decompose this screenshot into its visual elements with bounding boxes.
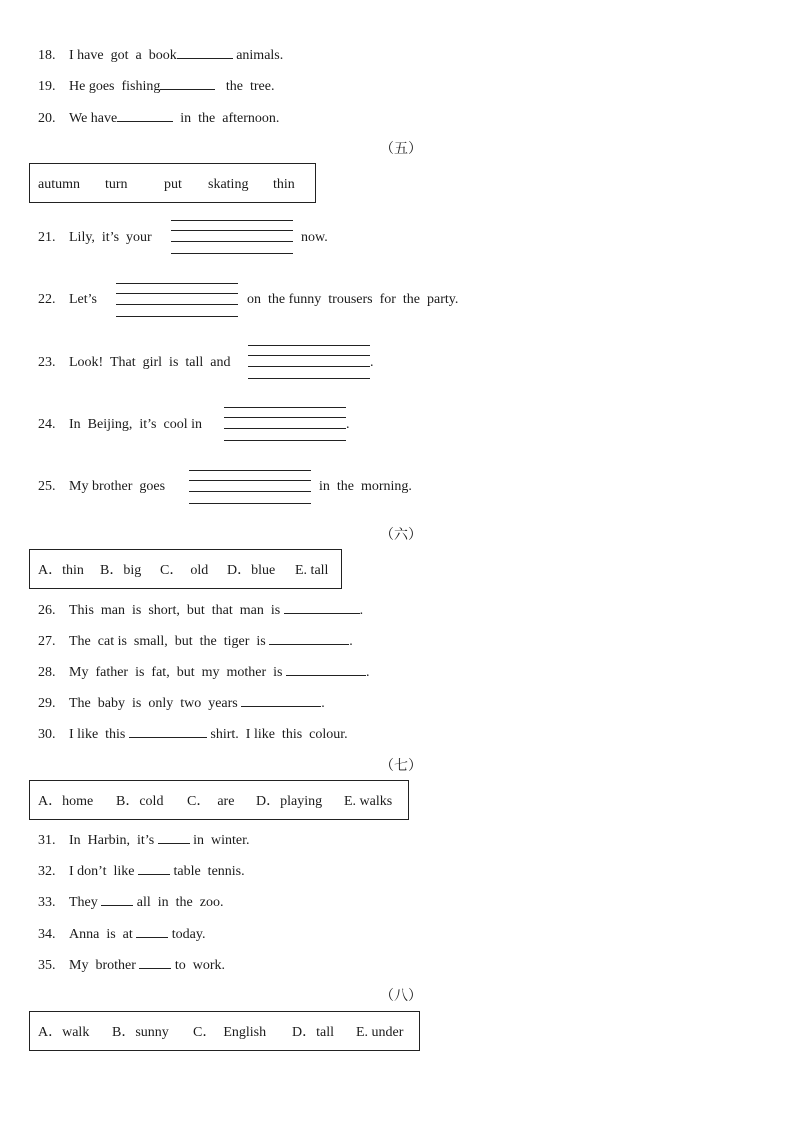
question-31 bbox=[38, 830, 250, 850]
question-number: 33. bbox=[38, 895, 56, 910]
question-number: 30. bbox=[38, 727, 56, 742]
question-text: My father is fat, but my mother is bbox=[69, 665, 283, 680]
word-option: A．walk bbox=[38, 1025, 90, 1040]
answer-blank[interactable] bbox=[241, 693, 321, 707]
question-text: In Beijing, it’s cool in bbox=[69, 417, 202, 432]
word-option: autumn bbox=[38, 177, 80, 192]
question-number: 18. bbox=[38, 48, 56, 63]
word-option: A．home bbox=[38, 794, 94, 809]
word-option: turn bbox=[105, 177, 128, 192]
answer-blank[interactable] bbox=[269, 631, 349, 645]
question-text: in the afternoon. bbox=[180, 111, 280, 126]
question-number: 24. bbox=[38, 417, 56, 432]
question-text: I don’t like bbox=[69, 864, 135, 879]
question-text: My brother goes bbox=[69, 479, 166, 494]
question-text: now. bbox=[301, 230, 328, 245]
question-text: . bbox=[359, 603, 364, 618]
question-text: He goes fishing bbox=[69, 79, 161, 94]
answer-blank[interactable] bbox=[117, 108, 173, 122]
word-option: C． are bbox=[187, 794, 235, 809]
question-text: the tree. bbox=[225, 79, 275, 94]
answer-blank[interactable] bbox=[138, 861, 170, 875]
word-bank-6 bbox=[29, 549, 342, 589]
word-option: B．big bbox=[100, 563, 142, 578]
question-text: . bbox=[321, 696, 325, 711]
question-text: . bbox=[346, 417, 350, 432]
question-text: This man is short, but that man is bbox=[69, 603, 281, 618]
question-text: shirt. I like this colour. bbox=[210, 727, 348, 742]
section-heading-6: （六） bbox=[380, 528, 422, 543]
word-bank-5 bbox=[29, 163, 316, 203]
word-option: put bbox=[164, 177, 182, 192]
answer-blank[interactable] bbox=[286, 662, 366, 676]
question-text: in winter. bbox=[193, 833, 250, 848]
question-number: 26. bbox=[38, 603, 56, 618]
question-21 bbox=[38, 229, 152, 247]
question-number: 23. bbox=[38, 355, 56, 370]
question-25 bbox=[38, 478, 165, 496]
word-option: E. tall bbox=[295, 563, 329, 578]
question-number: 22. bbox=[38, 292, 56, 307]
word-option: E. under bbox=[356, 1025, 404, 1040]
question-text: I have got a book bbox=[69, 48, 177, 63]
word-option: thin bbox=[273, 177, 295, 192]
answer-blank[interactable] bbox=[139, 955, 171, 969]
question-number: 19. bbox=[38, 79, 56, 94]
question-20 bbox=[38, 108, 279, 128]
question-23 bbox=[38, 354, 231, 372]
question-number: 35. bbox=[38, 958, 56, 973]
word-option: B．sunny bbox=[112, 1025, 169, 1040]
question-number: 28. bbox=[38, 665, 56, 680]
word-option: D．blue bbox=[227, 563, 276, 578]
question-text: on the funny trousers for the party. bbox=[247, 292, 459, 307]
word-option: D．tall bbox=[292, 1025, 334, 1040]
question-number: 31. bbox=[38, 833, 56, 848]
word-option: E. walks bbox=[344, 794, 393, 809]
question-text: in the morning. bbox=[319, 479, 412, 494]
question-18 bbox=[38, 45, 283, 65]
question-text: They bbox=[69, 895, 98, 910]
answer-blank[interactable] bbox=[158, 830, 190, 844]
answer-blank[interactable] bbox=[136, 924, 168, 938]
answer-blank[interactable] bbox=[177, 45, 233, 59]
section-heading-7: （七） bbox=[380, 759, 422, 774]
word-option: C． English bbox=[193, 1025, 267, 1040]
answer-blank[interactable] bbox=[160, 76, 215, 90]
question-number: 21. bbox=[38, 230, 56, 245]
question-text: In Harbin, it’s bbox=[69, 833, 155, 848]
question-number: 32. bbox=[38, 864, 56, 879]
question-28 bbox=[38, 662, 369, 682]
answer-blank[interactable] bbox=[101, 892, 133, 906]
word-option: B．cold bbox=[116, 794, 164, 809]
question-number: 27. bbox=[38, 634, 56, 649]
answer-blank[interactable] bbox=[129, 724, 207, 738]
question-text: My brother bbox=[69, 958, 136, 973]
word-bank-7 bbox=[29, 780, 409, 820]
question-text: all in the zoo. bbox=[136, 895, 224, 910]
question-text: The baby is only two years bbox=[69, 696, 238, 711]
question-text: Anna is at bbox=[69, 927, 133, 942]
question-text: I like this bbox=[69, 727, 126, 742]
question-19 bbox=[38, 76, 274, 96]
question-29 bbox=[38, 693, 325, 713]
question-33 bbox=[38, 892, 223, 912]
word-option: C． old bbox=[160, 563, 209, 578]
question-text: . bbox=[365, 665, 370, 680]
question-number: 29. bbox=[38, 696, 56, 711]
question-text: We have bbox=[69, 111, 118, 126]
question-text: . bbox=[349, 634, 353, 649]
word-option: skating bbox=[208, 177, 249, 192]
question-text: animals. bbox=[236, 48, 284, 63]
question-text: Let’s bbox=[69, 292, 97, 307]
question-35 bbox=[38, 955, 225, 975]
question-22 bbox=[38, 291, 97, 309]
section-heading-5: （五） bbox=[380, 142, 422, 157]
question-text: to work. bbox=[174, 958, 226, 973]
question-text: . bbox=[370, 355, 374, 370]
word-bank-8 bbox=[29, 1011, 420, 1051]
word-option: A．thin bbox=[38, 563, 84, 578]
question-34 bbox=[38, 924, 205, 944]
section-heading-8: （八） bbox=[380, 989, 422, 1004]
question-27 bbox=[38, 631, 353, 651]
question-text: today. bbox=[171, 927, 206, 942]
word-option: D．playing bbox=[256, 794, 323, 809]
question-26 bbox=[38, 600, 363, 620]
question-32 bbox=[38, 861, 245, 881]
question-30 bbox=[38, 724, 348, 744]
question-24 bbox=[38, 416, 202, 434]
question-text: The cat is small, but the tiger is bbox=[69, 634, 266, 649]
answer-blank[interactable] bbox=[284, 600, 360, 614]
question-number: 25. bbox=[38, 479, 56, 494]
question-text: Look! That girl is tall and bbox=[69, 355, 231, 370]
question-text: Lily, it’s your bbox=[69, 230, 152, 245]
question-number: 20. bbox=[38, 111, 56, 126]
question-number: 34. bbox=[38, 927, 56, 942]
question-text: table tennis. bbox=[173, 864, 245, 879]
